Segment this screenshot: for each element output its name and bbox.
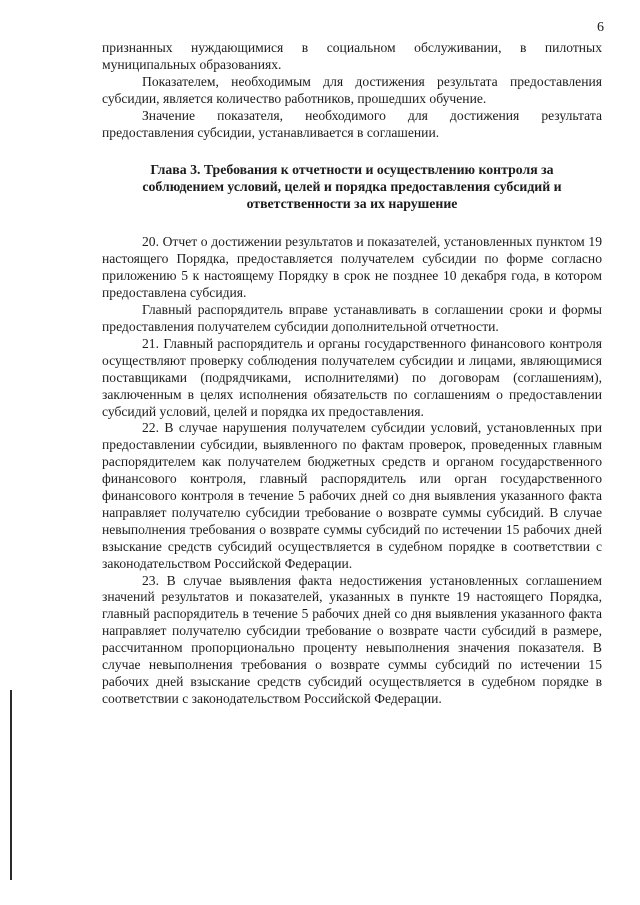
- paragraph-item-21: 21. Главный распорядитель и органы государственного финансового контроля осуществляют проверку соблюдения получателем субсидии и лицами, являющимися поставщиками (подрядчиками, исполнителями) по договорам (соглашениям), заключенным в целях исполнения обязательств по соглашениям о предоставлении субсидий условий, целей и порядка их предоставления.: [102, 335, 602, 419]
- paragraph-continuation: признанных нуждающимися в социальном обслуживании, в пилотных муниципальных образованиях.: [102, 40, 602, 72]
- paragraph-item-23: 23. В случае выявления факта недостижения установленных соглашением значений результатов и показателей, указанных в пункте 19 настоящего Порядка, главный распорядитель в течение 5 рабочих дней со дня выявления указанного факта направляет получателю субсидии требование о возврате части субсидий в размере, рассчитанном пропорционально проценту невыполнения значения показателя. В случае невыполнения требования о возврате суммы субсидий по истечении 15 рабочих дней взыскание средств субсидий осуществляется в судебном порядке в соответствии с законодательством Российской Федерации.: [102, 572, 602, 706]
- paragraph-indicator-value: Значение показателя, необходимого для достижения результата предоставления субсидии, устанавливается в соглашении.: [102, 107, 602, 140]
- page-number: 6: [597, 20, 604, 35]
- paragraph-item-22: 22. В случае нарушения получателем субсидии условий, установленных при предоставлении субсидии, выявленного по фактам проверок, проведенных главным распорядителем как получателем бюджетных средств и органом государственного финансового контроля, главный распорядитель или орган государственного финансового контроля в течение 5 рабочих дней со дня выявления указанного факта направляет получателю субсидии требование о возврате суммы субсидий. В случае невыполнения требования о возврате суммы субсидий по истечении 15 рабочих дней взыскание средств субсидий осуществляется в судебном порядке в соответствии с законодательством Российской Федерации.: [102, 420, 602, 571]
- paragraph-indicator: Показателем, необходимым для достижения результата предоставления субсидии, является количество работников, прошедших обучение.: [102, 73, 602, 106]
- chapter-heading: Глава 3. Требования к отчетности и осуществлению контроля за соблюдением условий, целей и порядка предоставления субсидий и ответственности за их нарушение: [142, 162, 562, 212]
- document-body: [102, 40, 602, 708]
- margin-scan-line: [10, 690, 12, 880]
- paragraph-additional-reporting: Главный распорядитель вправе устанавливать в соглашении сроки и формы предоставления получателем субсидии дополнительной отчетности.: [102, 302, 602, 334]
- paragraph-item-20: 20. Отчет о достижении результатов и показателей, установленных пунктом 19 настоящего Порядка, предоставляется получателем субсидии по форме согласно приложению 5 к настоящему Порядку в срок не позднее 10 декабря года, в котором предоставлена субсидия.: [102, 234, 602, 301]
